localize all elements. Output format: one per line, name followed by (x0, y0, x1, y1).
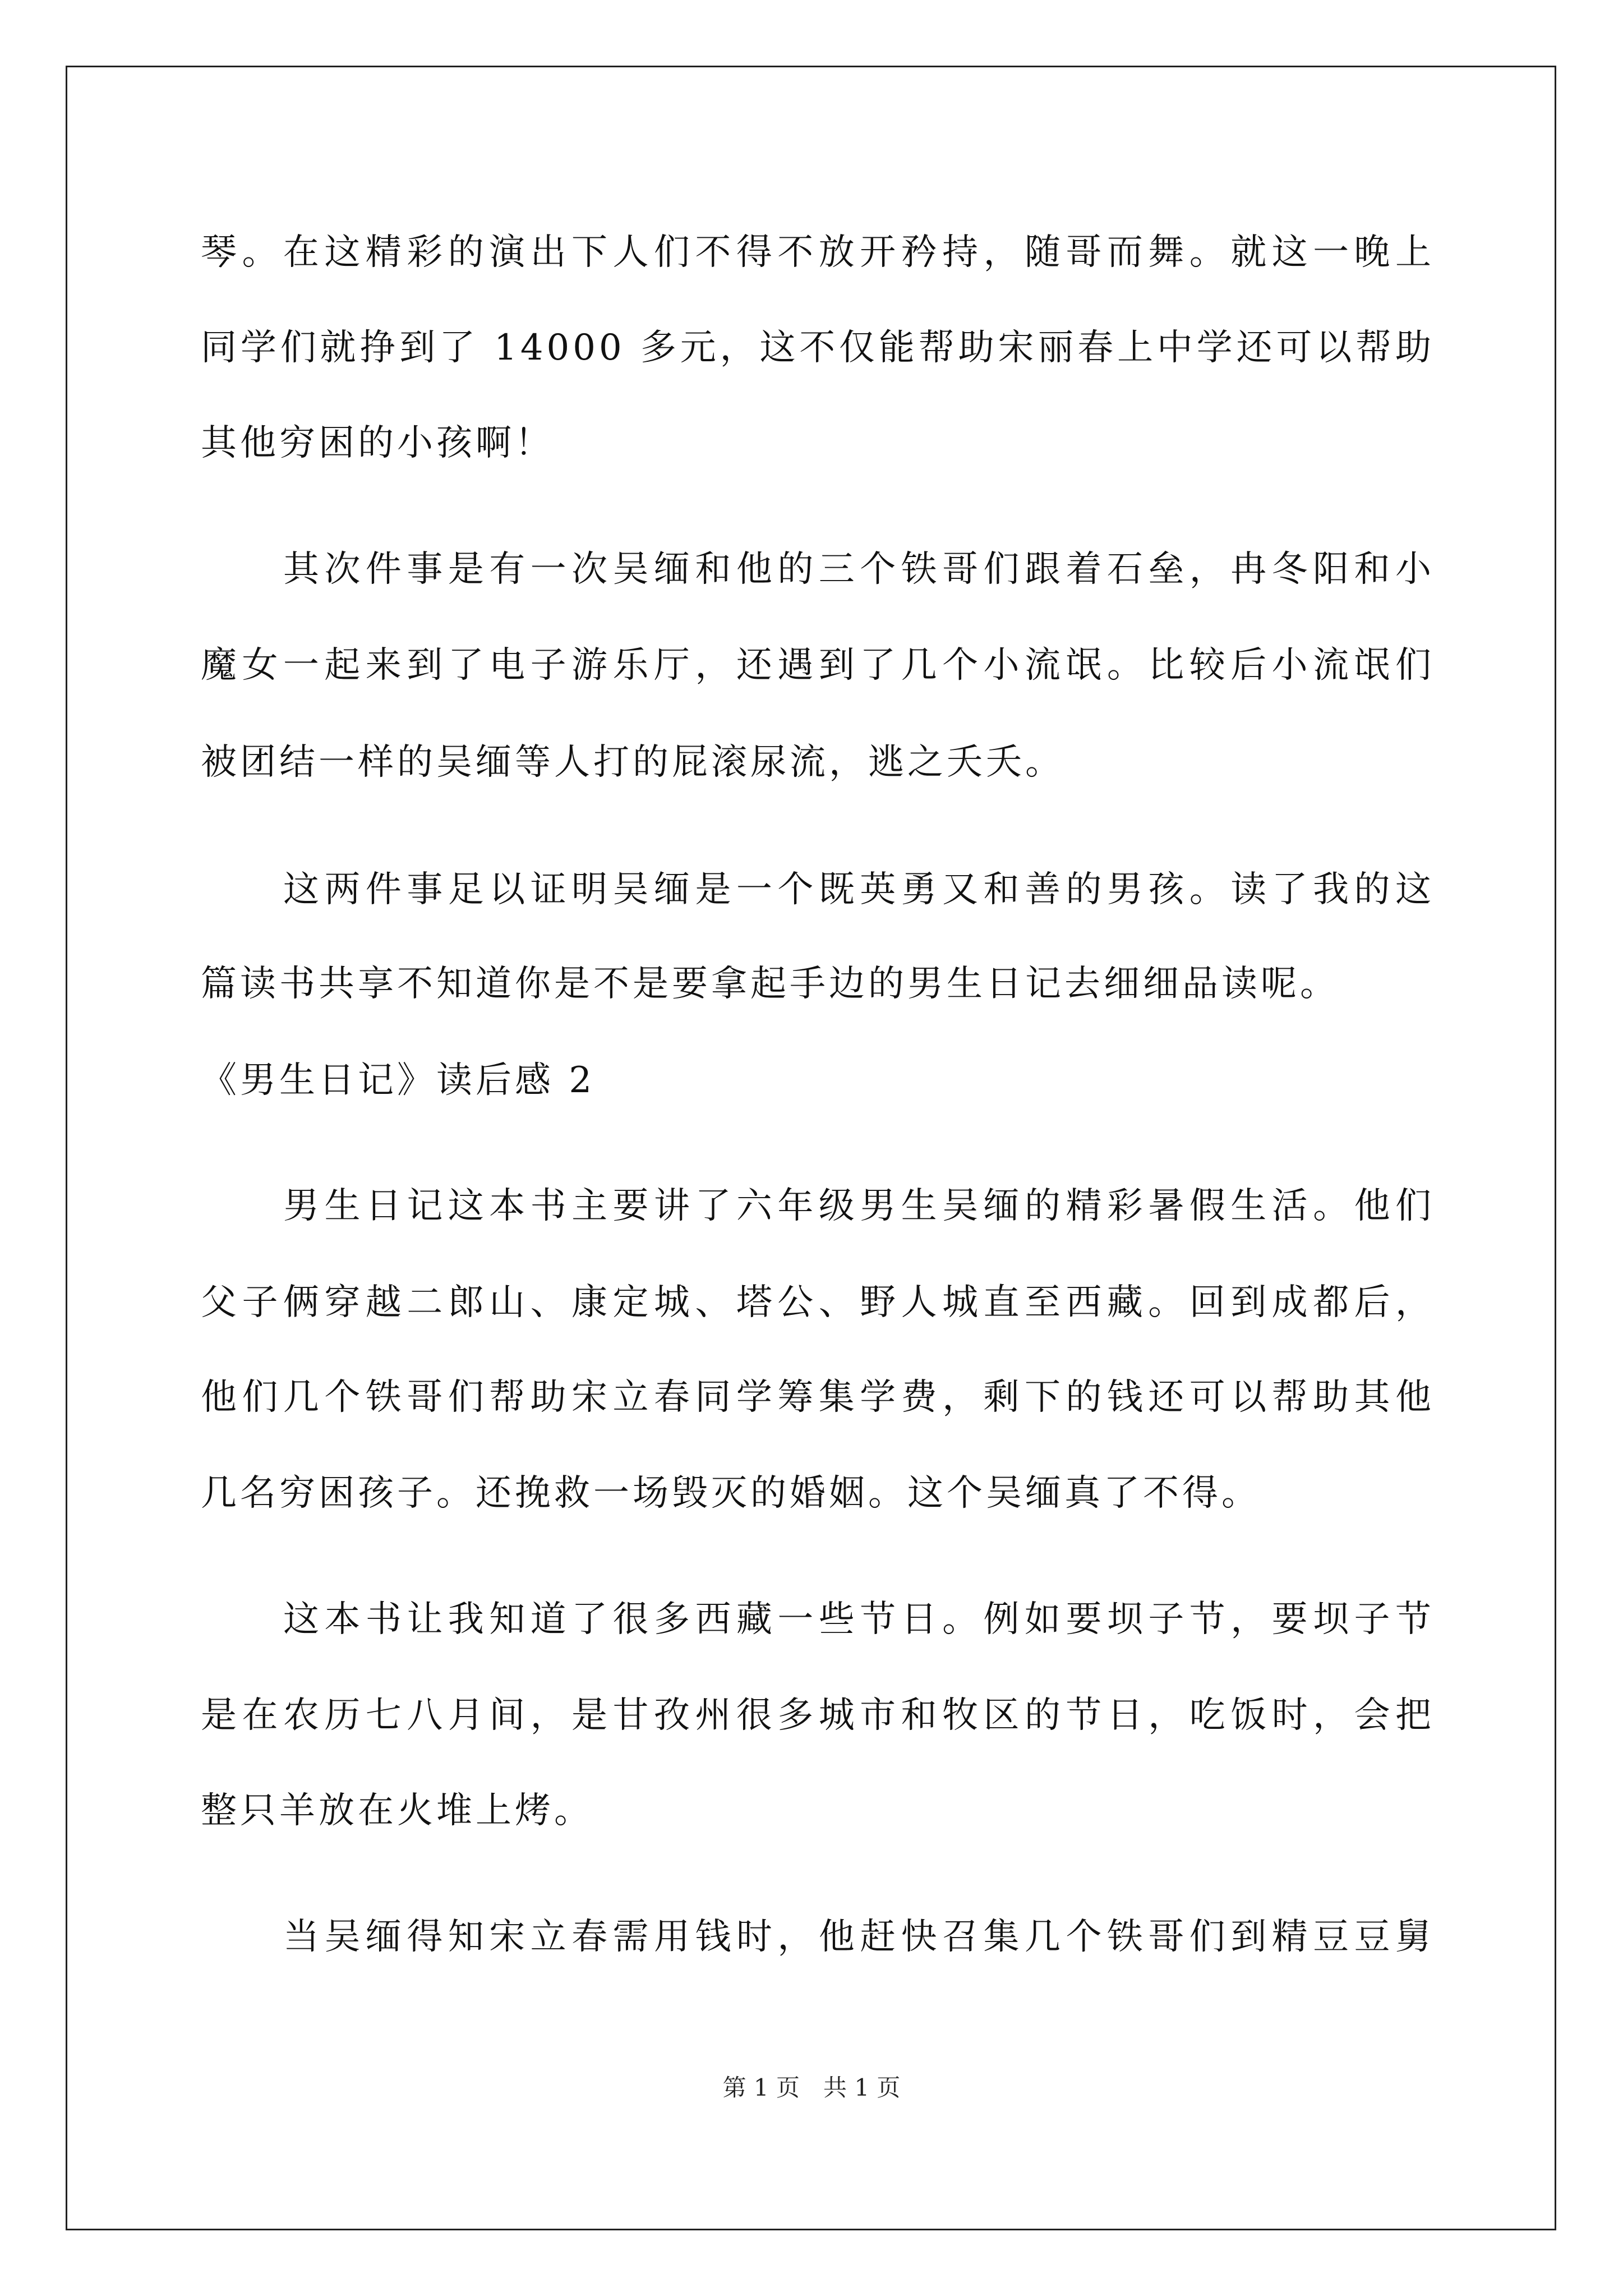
text-line-13: 几名穷困孩子。还挽救一场毁灭的婚姻。这个吴缅真了不得。 (201, 1473, 1261, 1514)
text-line-14: 这本书让我知道了很多西藏一些节日。例如要坝子节，要坝子节 (283, 1599, 1435, 1640)
text-line-4: 其次件事是有一次吴缅和他的三个铁哥们跟着石垒，冉冬阳和小 (283, 549, 1435, 590)
text-line-15: 是在农历七八月间，是甘孜州很多城市和牧区的节日，吃饭时，会把 (201, 1695, 1435, 1736)
text-line-6: 被团结一样的吴缅等人打的屁滚尿流，逃之夭夭。 (201, 742, 1064, 783)
text-line-8: 篇读书共享不知道你是不是要拿起手边的男生日记去细细品读呢。 (201, 963, 1339, 1005)
text-line-17: 当吴缅得知宋立春需用钱时，他赶快召集几个铁哥们到精豆豆舅 (283, 1916, 1435, 1958)
text-line-3: 其他穷困的小孩啊！ (201, 422, 554, 464)
text-line-12: 他们几个铁哥们帮助宋立春同学筹集学费，剩下的钱还可以帮助其他 (201, 1377, 1435, 1418)
section-heading: 《男生日记》读后感 2 (201, 1060, 596, 1101)
text-line-2: 同学们就挣到了 14000 多元，这不仅能帮助宋丽春上中学还可以帮助 (201, 327, 1435, 369)
page-border (66, 66, 1556, 2230)
text-line-1: 琴。在这精彩的演出下人们不得不放开矜持，随哥而舞。就这一晚上 (201, 232, 1435, 273)
page-number-footer: 第 1 页 共 1 页 (722, 2074, 901, 2101)
text-line-10: 男生日记这本书主要讲了六年级男生吴缅的精彩暑假生活。他们 (283, 1185, 1435, 1227)
text-line-7: 这两件事足以证明吴缅是一个既英勇又和善的男孩。读了我的这 (283, 869, 1435, 910)
text-line-11: 父子俩穿越二郎山、康定城、塔公、野人城直至西藏。回到成都后， (201, 1282, 1435, 1323)
text-line-16: 整只羊放在火堆上烤。 (201, 1790, 593, 1832)
text-line-5: 魔女一起来到了电子游乐厅，还遇到了几个小流氓。比较后小流氓们 (201, 645, 1435, 686)
